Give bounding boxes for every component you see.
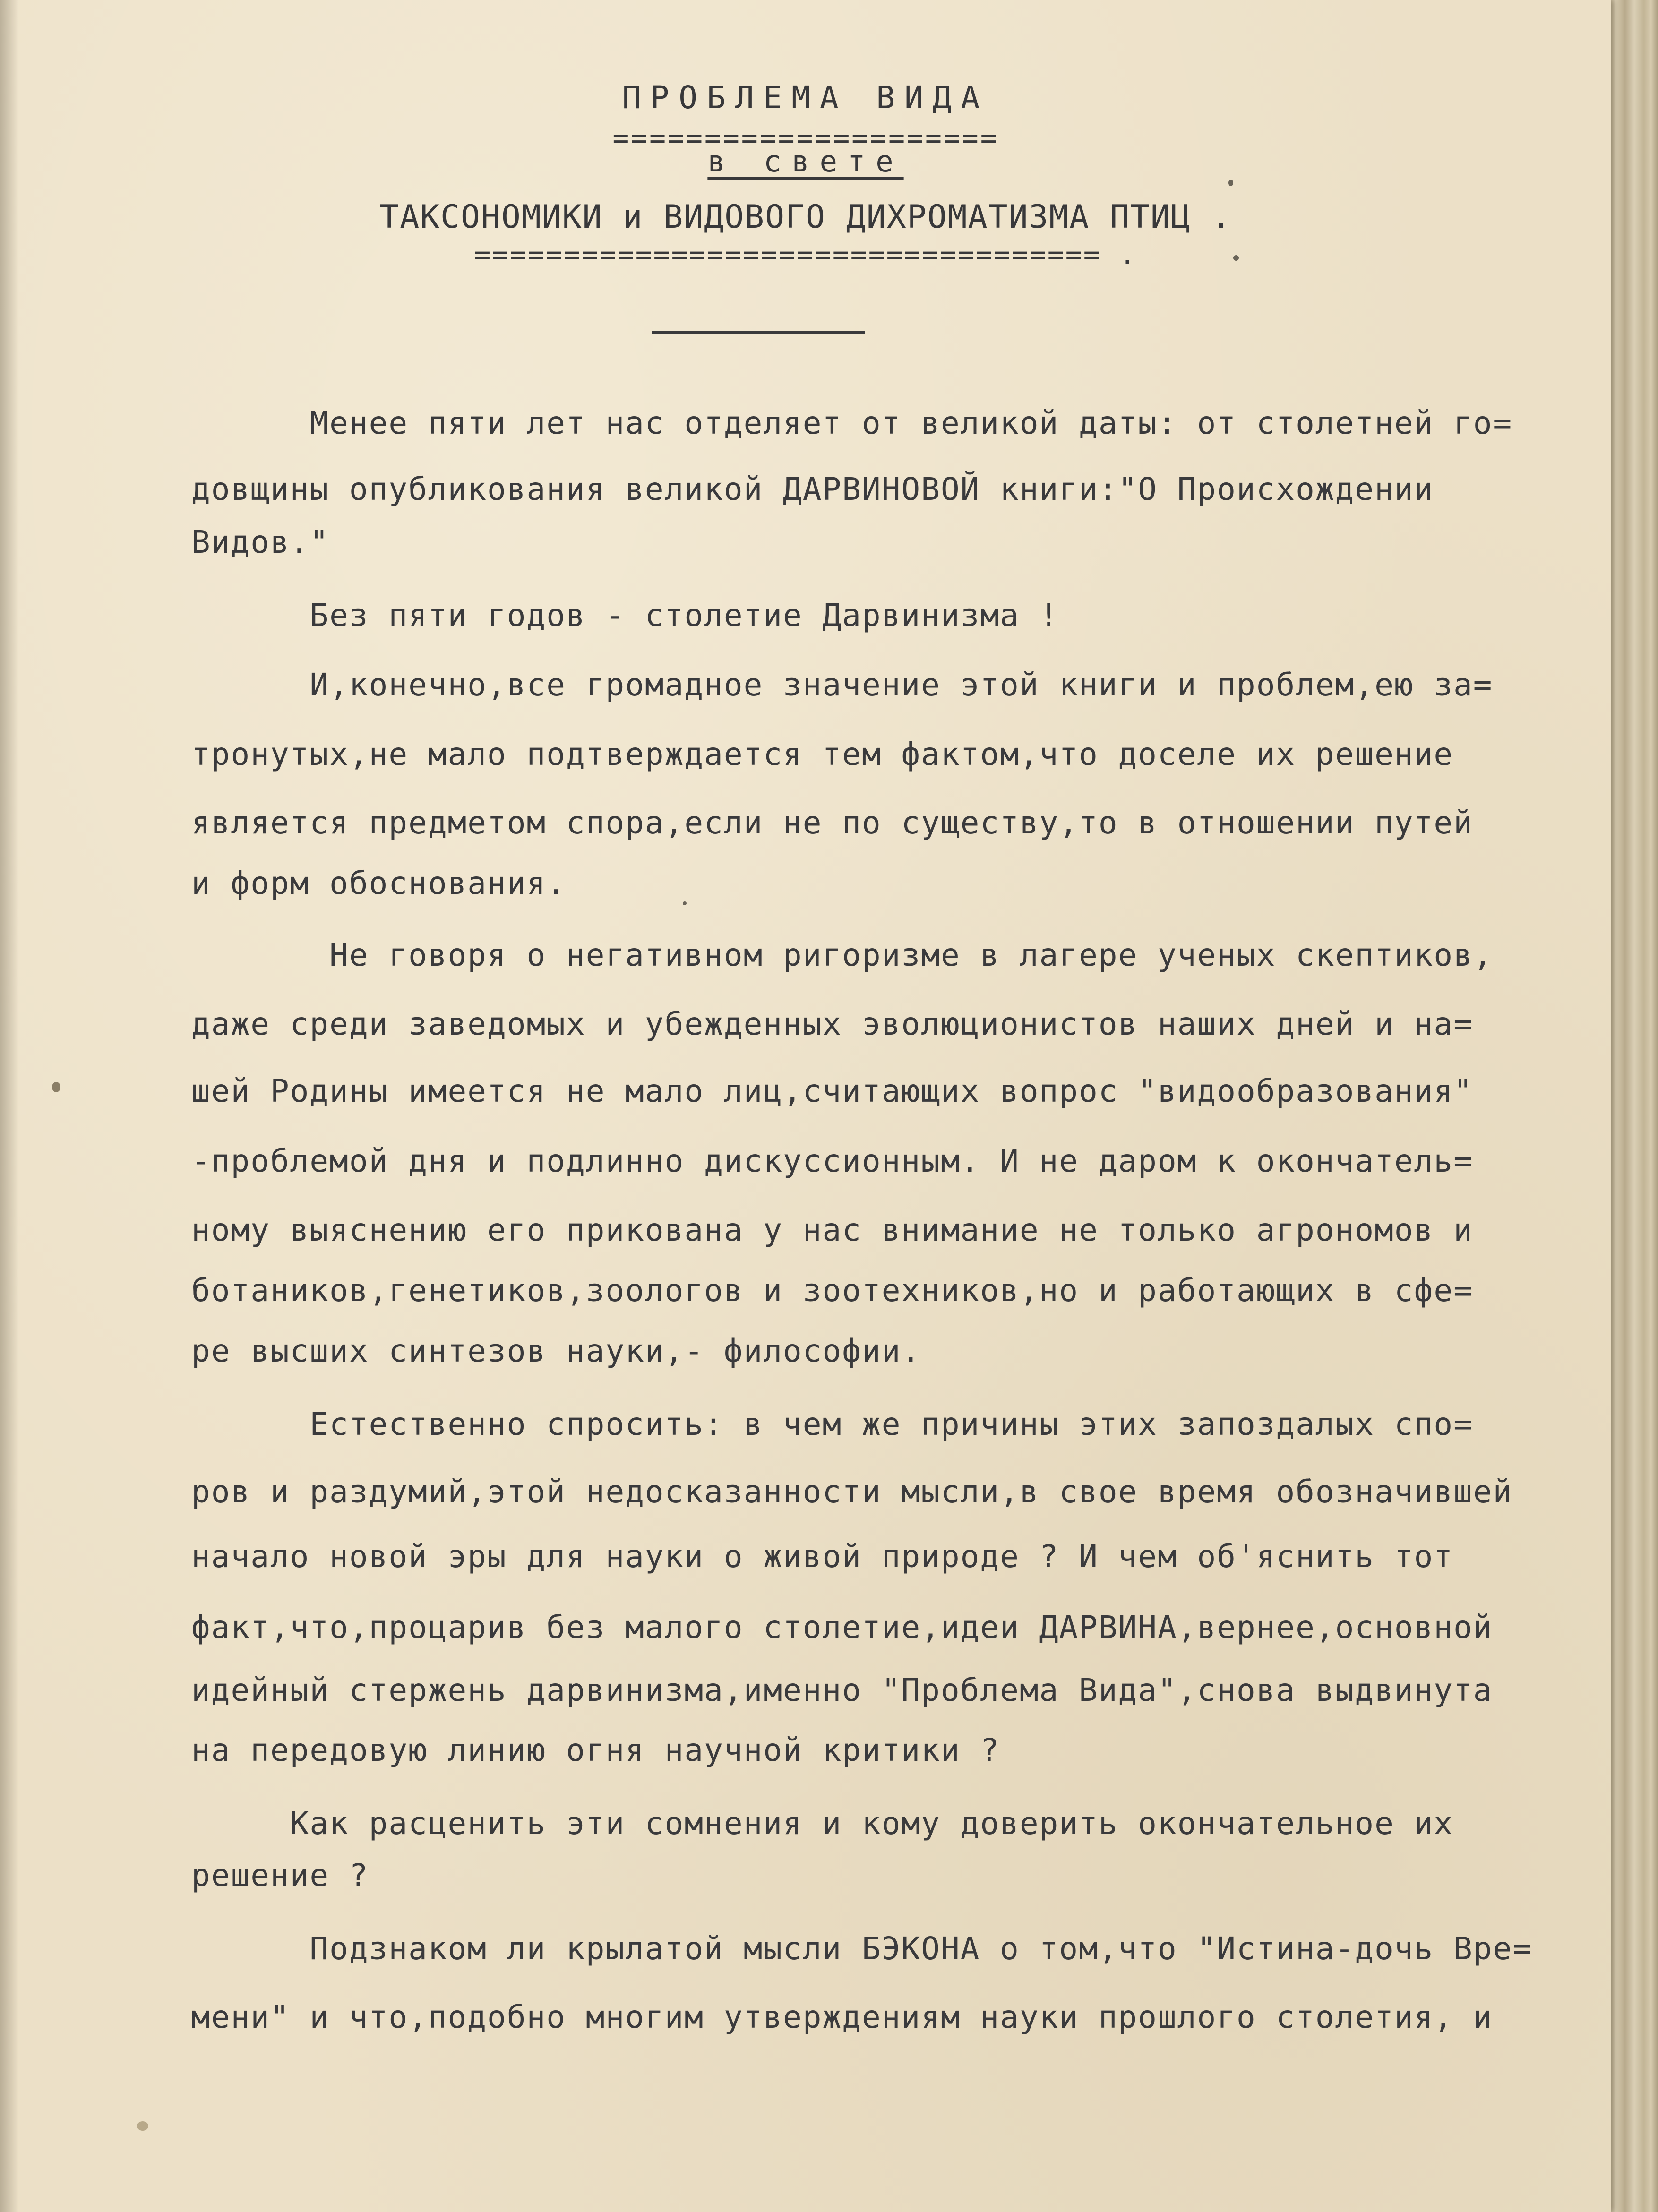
ink-speck [683, 901, 687, 905]
ink-speck [1233, 255, 1239, 261]
text-line: и форм обоснования. [191, 865, 566, 901]
text-line: факт,что,процарив без малого столетие,идеи ДАРВИНА,вернее,основной [191, 1609, 1493, 1646]
text-line: Как расценить эти сомнения и кому доверить окончательное их [191, 1805, 1454, 1842]
text-line: ботаников,генетиков,зоологов и зоотехников,но и работающих в сфе= [191, 1272, 1473, 1309]
text-line: начало новой эры для науки о живой природе ? И чем об'яснить тот [191, 1538, 1454, 1575]
document-title: ПРОБЛЕМА ВИДА [622, 79, 989, 116]
text-line: Видов." [191, 524, 330, 560]
text-line: мени" и что,подобно многим утверждениям науки прошлого столетия, и [191, 1999, 1493, 2035]
text-line: тронутых,не мало подтверждается тем фактом,что доселе их решение [191, 736, 1454, 772]
subtitle-double-rule: =================================== . [474, 239, 1137, 271]
text-line: И,конечно,все громадное значение этой книги и проблем,ею за= [191, 667, 1493, 703]
text-line: Подзнаком ли крылатой мысли БЭКОНА о том,что "Истина-дочь Вре= [191, 1930, 1533, 1967]
text-line: ров и раздумий,этой недосказанности мысли,в свое время обозначившей [191, 1474, 1513, 1510]
title-double-rule: ===================== [612, 122, 999, 154]
stain-mark [52, 1082, 60, 1092]
text-line: довщины опубликования великой ДАРВИНОВОЙ книги:"О Происхождении [191, 471, 1434, 507]
document-subtitle-connector: в свете [707, 144, 904, 179]
text-line: решение ? [191, 1857, 369, 1894]
text-line: Естественно спросить: в чем же причины этих запоздалых спо= [191, 1406, 1473, 1442]
text-line: Без пяти годов - столетие Дарвинизма ! [191, 597, 1059, 634]
text-line: ному выяснению его прикована у нас внимание не только агрономов и [191, 1212, 1473, 1248]
ink-speck [1228, 180, 1233, 186]
stain-mark [137, 2121, 148, 2131]
document-subtitle: ТАКСОНОМИКИ и ВИДОВОГО ДИХРОМАТИЗМА ПТИЦ . [379, 198, 1232, 236]
text-line: шей Родины имеется не мало лиц,считающих вопрос "видообразования" [191, 1073, 1473, 1109]
text-line: Менее пяти лет нас отделяет от великой даты: от столетней го= [191, 405, 1513, 441]
text-line: даже среди заведомых и убежденных эволюционистов наших дней и на= [191, 1006, 1473, 1042]
text-line: ре высших синтезов науки,- философии. [191, 1333, 921, 1369]
text-line: идейный стержень дарвинизма,именно "Проблема Вида",снова выдвинута [191, 1672, 1493, 1708]
binding-shadow [0, 0, 19, 2212]
text-line: Не говоря о негативном ригоризме в лагере ученых скептиков, [191, 937, 1493, 973]
text-line: на передовую линию огня научной критики ? [191, 1732, 1000, 1768]
text-line: -проблемой дня и подлинно дискуссионным. И не даром к окончатель= [191, 1143, 1473, 1179]
text-line: является предметом спора,если не по существу,то в отношении путей [191, 805, 1473, 841]
section-divider [652, 331, 865, 334]
